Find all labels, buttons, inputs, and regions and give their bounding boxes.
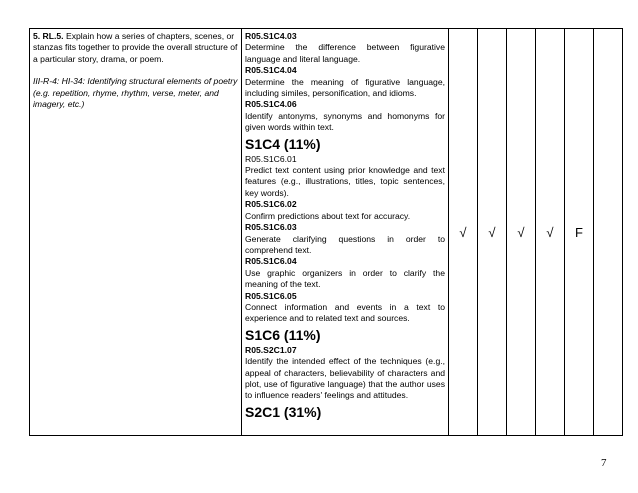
objective-code: R05.S1C6.04 — [245, 256, 297, 267]
objective-text: Predict text content using prior knowledge and text features (e.g., illustrations, titles, topic sentences, key words). — [245, 165, 445, 198]
strand-heading: S1C4 (11%) — [245, 135, 321, 152]
objective-text: Generate clarifying questions in order to comprehend text. — [245, 233, 445, 255]
objective-code: R05.S2C1.07 — [245, 344, 297, 355]
objective-text: Determine the meaning of figurative language, including similes, personification, and idioms. — [245, 76, 445, 99]
standard-text: Explain how a series of chapters, scenes, or stanzas fits together to provide the overall structure of a particular story, drama, or poem. — [33, 31, 238, 64]
grade-cell: F — [565, 29, 594, 436]
objective-code: R05.S1C4.06 — [245, 99, 297, 110]
objective-code: R05.S1C4.04 — [245, 65, 297, 76]
strand-heading: S2C1 (31%) — [245, 403, 322, 420]
objective-code: R05.S1C4.03 — [245, 31, 297, 41]
strand-heading: S1C6 (11%) — [245, 326, 321, 343]
check-cell-3: √ — [507, 29, 536, 436]
objective-code: R05.S1C6.02 — [245, 199, 297, 210]
objective-code: R05.S1C6.01 — [245, 153, 297, 164]
objective-text: Use graphic organizers in order to clarify the meaning of the text. — [245, 267, 445, 290]
objective-text: Confirm predictions about text for accuracy. — [245, 210, 411, 221]
empty-cell — [594, 29, 623, 436]
standard-alt-text: III-R-4: HI-34: Identifying structural elements of poetry (e.g. repetition, rhyme, rhythm, verse, meter, and imagery, etc.) — [33, 76, 238, 110]
objective-text: Determine the difference between figurative language and literal language. — [245, 42, 445, 64]
objective-text: Identify antonyms, synonyms and homonyms for given words within text. — [245, 110, 445, 133]
objective-code: R05.S1C6.05 — [245, 290, 297, 301]
standards-table — [29, 28, 623, 436]
table-row — [30, 29, 623, 436]
objectives-cell — [242, 29, 449, 436]
standard-code: 5. RL.5. — [33, 31, 64, 41]
page-number: 7 — [601, 457, 607, 469]
objective-text: Connect information and events in a text to experience and to related text and sources. — [245, 301, 445, 324]
check-cell-2: √ — [478, 29, 507, 436]
check-cell-1: √ — [449, 29, 478, 436]
standard-cell — [30, 29, 242, 436]
objective-code: R05.S1C6.03 — [245, 222, 297, 233]
objective-text: Identify the intended effect of the techniques (e.g., appeal of characters, believability of characters and plot, use of figurative language) that the author uses to influence readers' feelings and attitudes. — [245, 356, 445, 401]
check-cell-4: √ — [536, 29, 565, 436]
